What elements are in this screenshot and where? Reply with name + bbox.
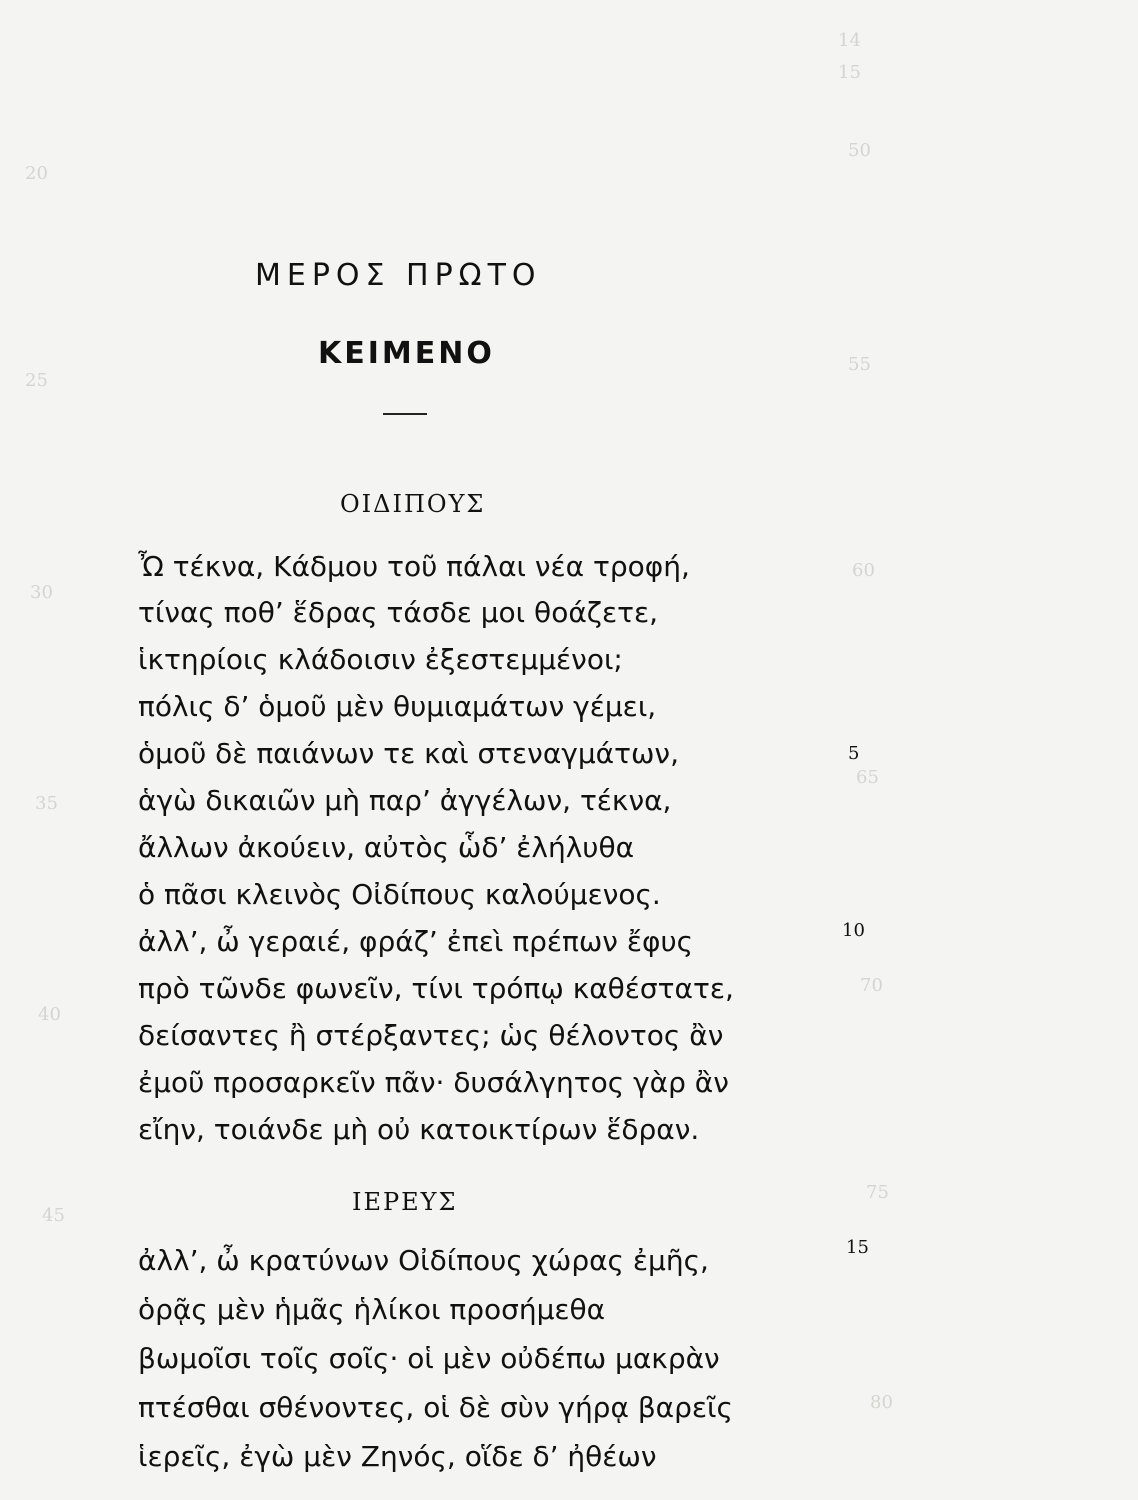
bleed-through-number: 50 [848, 140, 871, 161]
bleed-through-number: 80 [870, 1392, 893, 1413]
verse-line: ἀλλ’, ὦ γεραιέ, φράζ’ ἐπεὶ πρέπων ἔφυς [138, 925, 694, 958]
verse-line: πρὸ τῶνδε φωνεῖν, τίνι τρόπῳ καθέστατε, [138, 972, 734, 1005]
bleed-through-number: 25 [25, 370, 48, 391]
section-title: ΚΕΙΜΕΝΟ [318, 336, 495, 371]
bleed-through-number: 35 [35, 793, 58, 814]
verse-line: τίνας ποθ’ ἕδρας τάσδε μοι θοάζετε, [138, 596, 659, 629]
bleed-through-number: 14 [838, 30, 861, 51]
bleed-through-number: 45 [42, 1205, 65, 1226]
verse-line: εἴην, τοιάνδε μὴ οὐ κατοικτίρων ἕδραν. [138, 1113, 700, 1146]
bleed-through-number: 75 [866, 1182, 889, 1203]
verse-line: ὁρᾷς μὲν ἡμᾶς ἡλίκοι προσήμεθα [138, 1293, 606, 1326]
line-number: 5 [848, 743, 860, 764]
verse-line: βωμοῖσι τοῖς σοῖς· οἱ μὲν οὐδέπω μακρὰν [138, 1342, 720, 1375]
bleed-through-number: 55 [848, 354, 871, 375]
bleed-through-number: 30 [30, 582, 53, 603]
verse-line: Ὦ τέκνα, Κάδμου τοῦ πάλαι νέα τροφή, [138, 550, 690, 583]
bleed-through-number: 70 [860, 975, 883, 996]
bleed-through-number: 60 [852, 560, 875, 581]
title-divider [383, 413, 427, 415]
verse-line: ἁγὼ δικαιῶν μὴ παρ’ ἀγγέλων, τέκνα, [138, 784, 672, 817]
verse-line: πόλις δ’ ὁμοῦ μὲν θυμιαμάτων γέμει, [138, 690, 657, 723]
bleed-through-number: 20 [25, 163, 48, 184]
part-title: ΜΕΡΟΣ ΠΡΩΤΟ [255, 258, 542, 293]
verse-line: δείσαντες ἢ στέρξαντες; ὡς θέλοντος ἂν [138, 1019, 724, 1052]
line-number: 15 [846, 1237, 869, 1258]
verse-line: ἱκτηρίοις κλάδοισιν ἐξεστεμμένοι; [138, 643, 623, 676]
bleed-through-number: 15 [838, 62, 861, 83]
bleed-through-number: 40 [38, 1004, 61, 1025]
verse-line: πτέσθαι σθένοντες, οἱ δὲ σὺν γήρᾳ βαρεῖς [138, 1391, 733, 1424]
verse-line: ἐμοῦ προσαρκεῖν πᾶν· δυσάλγητος γὰρ ἂν [138, 1066, 729, 1099]
bleed-through-number: 65 [856, 767, 879, 788]
line-number: 10 [842, 920, 865, 941]
speaker-name: ΙΕΡΕΥΣ [352, 1188, 458, 1216]
verse-line: ἀλλ’, ὦ κρατύνων Οἰδίπους χώρας ἐμῆς, [138, 1244, 709, 1277]
verse-line: ἄλλων ἀκούειν, αὐτὸς ὧδ’ ἐλήλυθα [138, 831, 635, 864]
speaker-name: ΟΙΔΙΠΟΥΣ [340, 490, 486, 518]
verse-line: ὁμοῦ δὲ παιάνων τε καὶ στεναγμάτων, [138, 737, 679, 770]
verse-line: ὁ πᾶσι κλεινὸς Οἰδίπους καλούμενος. [138, 878, 661, 911]
verse-line: ἱερεῖς, ἐγὼ μὲν Ζηνός, οἵδε δ’ ἠθέων [138, 1440, 657, 1473]
